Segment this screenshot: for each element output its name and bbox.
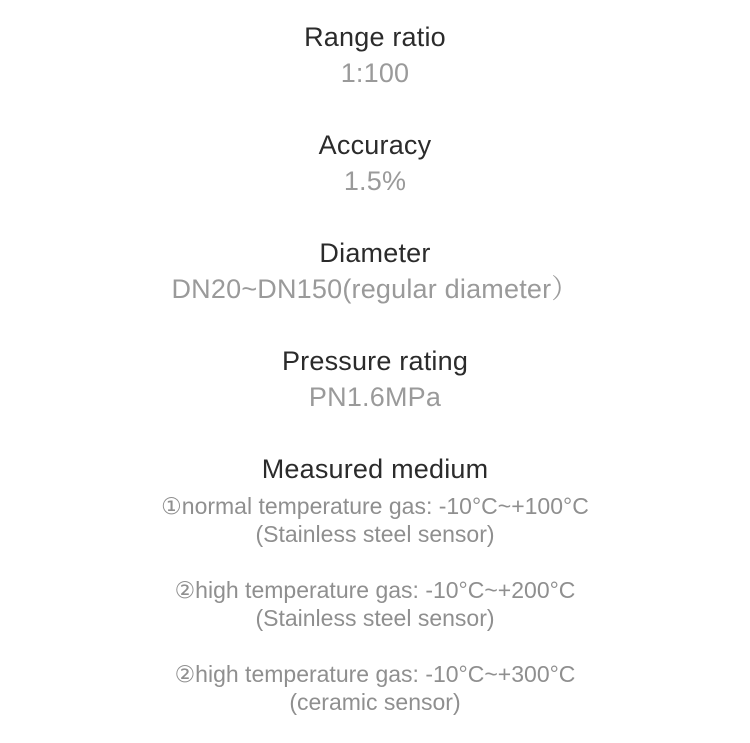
- spec-section-measured-medium: [0, 452, 750, 716]
- medium-item-normal-temperature: [0, 492, 750, 548]
- medium-item-high-temperature-200: [0, 576, 750, 632]
- spec-section-range-ratio: [0, 20, 750, 90]
- spec-title-diameter: Diameter: [319, 238, 431, 268]
- medium-item-sensor-line: (ceramic sensor): [289, 689, 461, 715]
- spec-value-range-ratio: 1:100: [340, 58, 410, 88]
- medium-item-range-line: ①normal temperature gas: -10°C~+100°C: [161, 493, 589, 519]
- spec-value-pressure-rating: PN1.6MPa: [308, 382, 442, 412]
- medium-item-sensor-line: (Stainless steel sensor): [255, 521, 495, 547]
- spec-value-diameter: DN20~DN150(regular diameter）: [171, 274, 579, 304]
- spec-section-accuracy: [0, 128, 750, 198]
- spec-value-accuracy: 1.5%: [343, 166, 407, 196]
- spec-title-range-ratio: Range ratio: [304, 22, 446, 52]
- medium-item-high-temperature-300: [0, 660, 750, 716]
- medium-item-range-line: ②high temperature gas: -10°C~+300°C: [174, 661, 576, 687]
- spec-section-diameter: [0, 236, 750, 306]
- spec-section-pressure-rating: [0, 344, 750, 414]
- spec-title-accuracy: Accuracy: [318, 130, 432, 160]
- spec-title-measured-medium: Measured medium: [261, 454, 489, 484]
- medium-item-sensor-line: (Stainless steel sensor): [255, 605, 495, 631]
- spec-title-pressure-rating: Pressure rating: [281, 346, 469, 376]
- medium-item-range-line: ②high temperature gas: -10°C~+200°C: [174, 577, 576, 603]
